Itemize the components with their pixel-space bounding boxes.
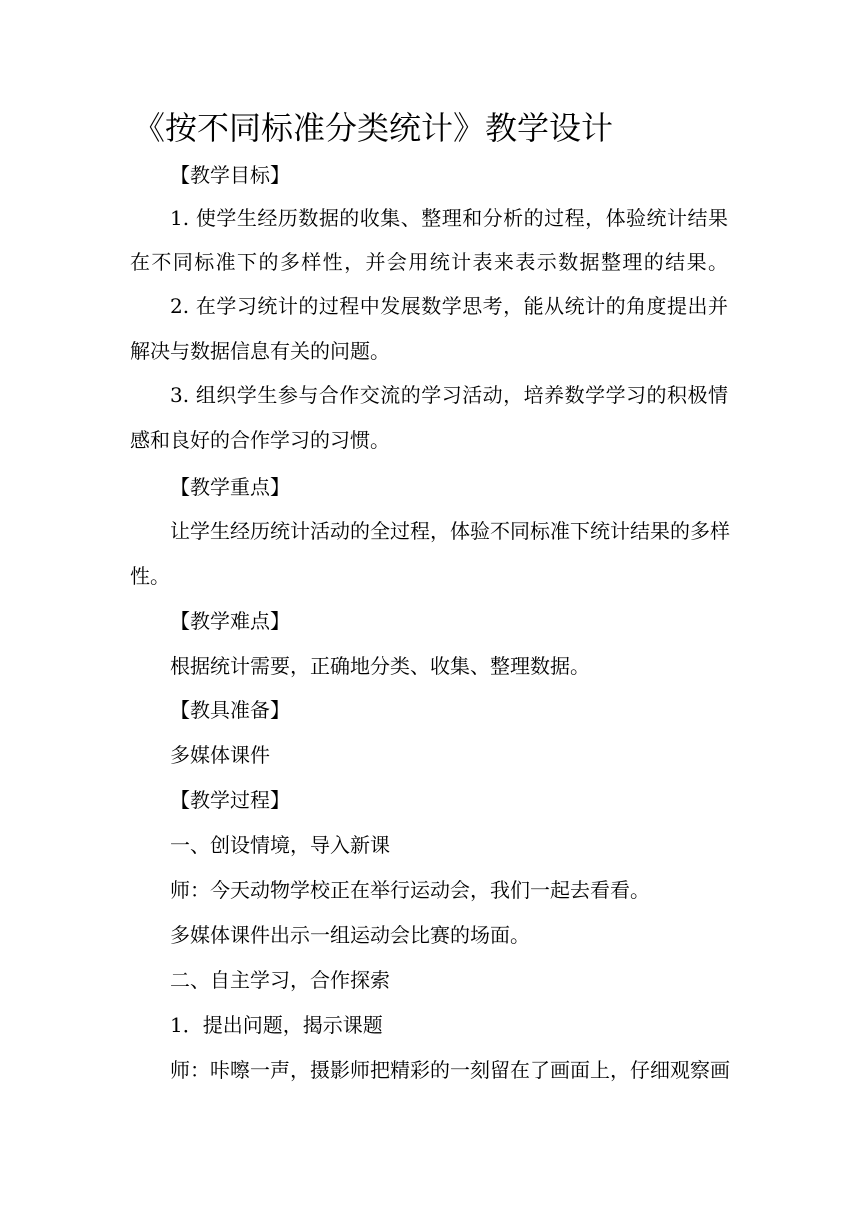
paragraph-line: 解决与数据信息有关的问题。 — [130, 339, 390, 363]
paragraph-line: 师：今天动物学校正在举行运动会，我们一起去看看。 — [170, 878, 650, 902]
paragraph-line: 2. 在学习统计的过程中发展数学思考，能从统计的角度提出并 — [170, 294, 728, 318]
section-heading-objectives: 【教学目标】 — [170, 163, 290, 187]
paragraph-line: 一、创设情境，导入新课 — [170, 833, 390, 857]
paragraph-line: 3. 组织学生参与合作交流的学习活动，培养数学学习的积极情 — [170, 383, 728, 407]
section-heading-process: 【教学过程】 — [170, 788, 290, 812]
paragraph-line: 让学生经历统计活动的全过程，体验不同标准下统计结果的多样 — [170, 519, 730, 543]
page-title: 《按不同标准分类统计》教学设计 — [133, 109, 614, 147]
paragraph-line: 多媒体课件出示一组运动会比赛的场面。 — [170, 923, 530, 947]
paragraph-line: 性。 — [130, 564, 170, 588]
paragraph-line: 感和良好的合作学习的习惯。 — [130, 428, 390, 452]
section-heading-materials: 【教具准备】 — [170, 698, 290, 722]
paragraph-line: 根据统计需要，正确地分类、收集、整理数据。 — [170, 654, 590, 678]
paragraph-line: 1．提出问题，揭示课题 — [170, 1013, 383, 1037]
section-heading-difficulties: 【教学难点】 — [170, 609, 290, 633]
paragraph-line: 多媒体课件 — [170, 743, 270, 767]
paragraph-line: 在不同标准下的多样性，并会用统计表来表示数据整理的结果。 — [130, 250, 728, 274]
paragraph-line: 二、自主学习，合作探索 — [170, 968, 390, 992]
paragraph-line: 师：咔嚓一声，摄影师把精彩的一刻留在了画面上，仔细观察画 — [170, 1058, 730, 1082]
paragraph-line: 1. 使学生经历数据的收集、整理和分析的过程，体验统计结果 — [170, 206, 728, 230]
section-heading-key-points: 【教学重点】 — [170, 475, 290, 499]
